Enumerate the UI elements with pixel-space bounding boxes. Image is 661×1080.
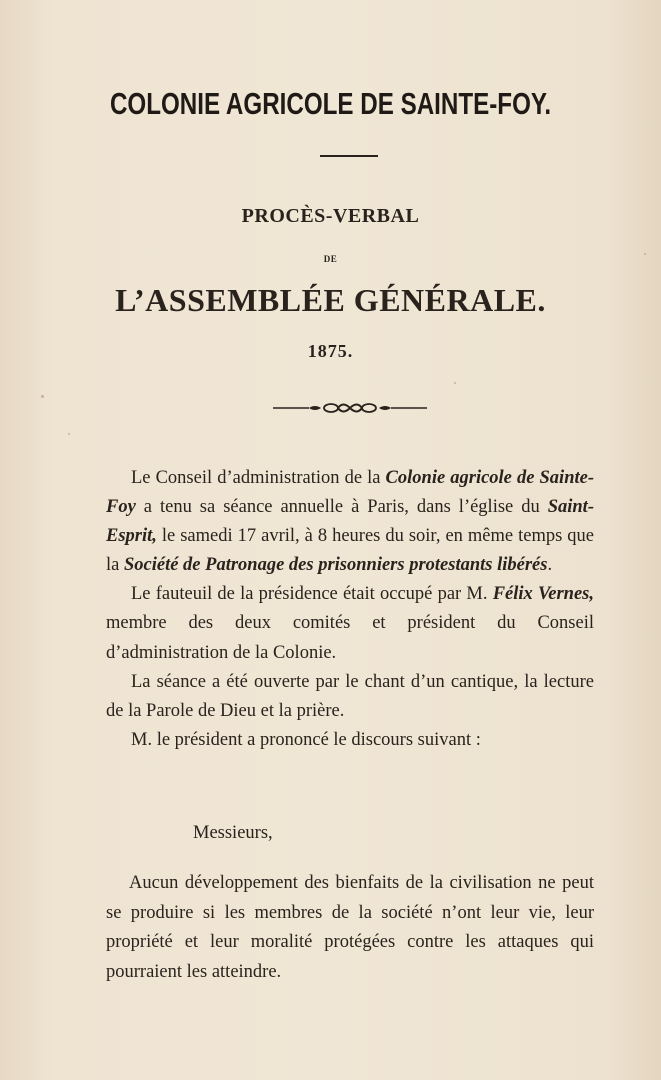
speech-body <box>106 869 594 987</box>
paragraph-2-text-a: Le fauteuil de la présidence était occupé par M. <box>131 584 493 605</box>
paper-speck <box>68 433 70 435</box>
paragraph-3: La séance a été ouverte par le chant d’un cantique, la lecture de la Parole de Dieu et la prière. <box>106 671 594 721</box>
paper-speck <box>644 253 646 255</box>
paper-speck <box>41 395 44 398</box>
paragraph-2-text-b: membre des deux comités et président du Conseil d’administration de la Colonie. <box>106 613 594 663</box>
society-name: Société de Patronage des prisonniers protestants libérés <box>123 555 548 576</box>
paragraph-1 <box>106 464 594 580</box>
document-heading: L’ASSEMBLÉE GÉNÉRALE. <box>115 282 546 318</box>
intro-paragraphs <box>106 464 594 755</box>
church-name: Saint-Esprit, <box>106 497 594 547</box>
title-rule <box>320 155 378 157</box>
paragraph-4: M. le président a prononcé le discours suivant : <box>131 729 481 750</box>
paragraph-1-text-a: Le Conseil d’administration de la <box>131 468 386 488</box>
paragraph-1-text-b: a tenu sa séance annuelle à Paris, dans l’église du <box>135 497 548 518</box>
paragraph-5: Aucun développement des bienfaits de la civilisation ne peut se produire si les membres de la société n’ont leur vie, leur propriété et leur moralité protégées contre les attaques qui pourraient les atteindre. <box>106 873 594 982</box>
paragraph-1-text-c: le samedi 17 avril, à 8 heures du soir, en même temps que la <box>106 526 594 576</box>
speech-salutation: Messieurs, <box>193 823 273 843</box>
document-year: 1875. <box>307 341 354 361</box>
paper-speck <box>454 382 456 384</box>
document-subtitle: PROCÈS-VERBAL <box>241 205 420 227</box>
paragraph-2 <box>106 580 594 667</box>
president-name: Félix Vernes, <box>492 584 594 605</box>
ornament-divider-icon <box>271 398 429 418</box>
paragraph-1-text-d: . <box>547 555 553 576</box>
connector-word: DE <box>323 254 338 264</box>
document-title: COLONIE AGRICOLE DE SAINTE-FOY. <box>109 86 552 121</box>
colony-name: Colonie agricole de Sainte-Foy <box>106 468 594 518</box>
